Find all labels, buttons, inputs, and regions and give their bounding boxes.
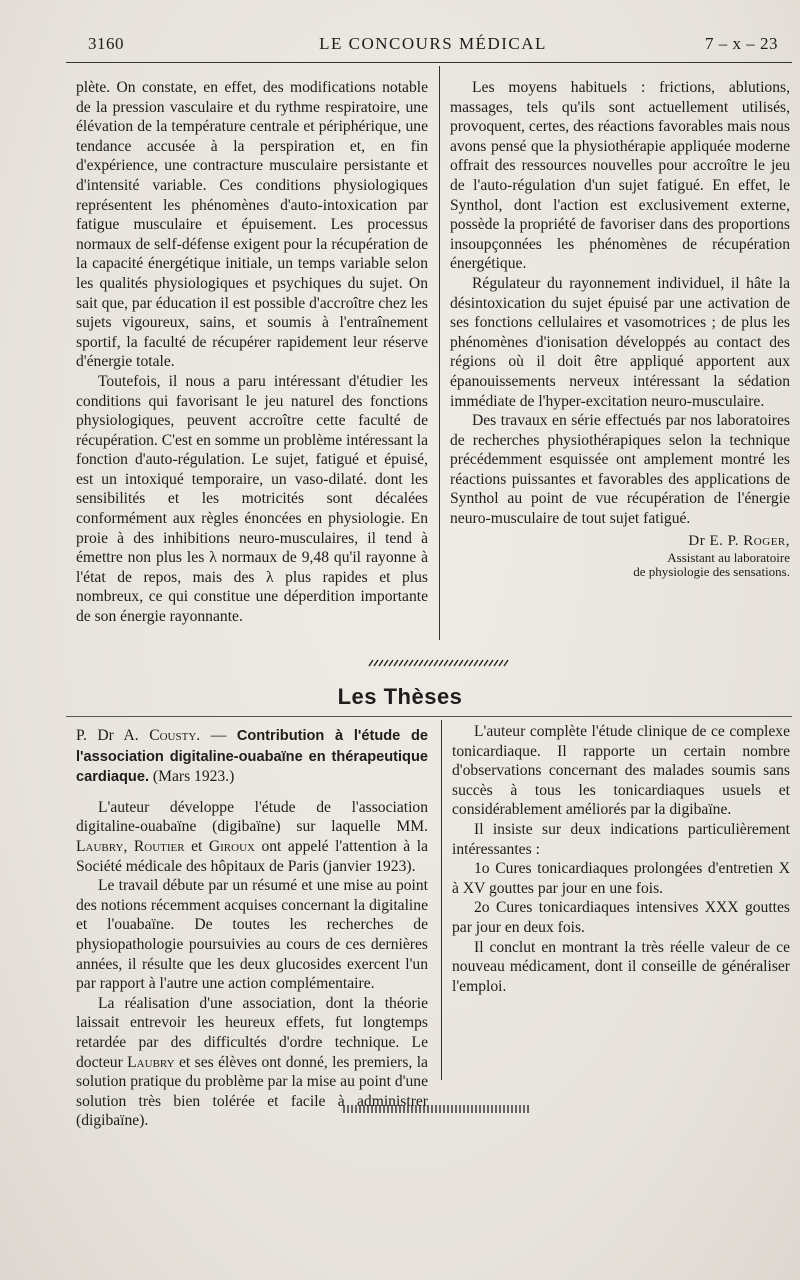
- article-column-left: [76, 78, 428, 626]
- article-paragraph-5: Des travaux en série effectués par nos laboratoires de recherches physiothérapiques selon la technique précédemment esquissée ont amplement montré les réactions puissantes et favorables des applications de Synthol au point de vue récupération de l'énergie neuro-musculaire de tout sujet fatigué.: [450, 412, 790, 528]
- running-header: [88, 28, 778, 58]
- thesis-paragraph-3: La réalisation d'une association, dont la théorie laissait entrevoir les heureux effets, fut longtemps retardée par des difficultés d'ordre technique. Le docteur Laubry et ses élèves ont donné, les premiers, la solution pratique du problème par la mise au point d'une solution très bien tolérée et facile à administrer (digibaïne).: [76, 994, 428, 1130]
- thesis-author: Cousty: [149, 727, 197, 744]
- theses-column-right: [452, 722, 790, 996]
- ornament-divider: [365, 658, 513, 668]
- article-paragraph-2: Toutefois, il nous a paru intéressant d'étudier les conditions qui favorisant le jeu naturel des fonctions physiologiques, peuvent accroître cette faculté de récupération. C'est en somme un problème intéressant la fonction d'auto-régulation. Le sujet, fatigué et épuisé, est un intoxiqué temporaire, un vaso-dilaté. dont les sensibilités et les motricités sont décalées conformément aux règles énoncées en physiologie. En proie à des inhibitions neuro-musculaires, il tend à émettre non plus les λ normaux de 9,48 qu'il rayonne à l'état de repos, mais des λ plus rapides et plus nombreux, ce qui constitue une déperdition importante de son énergie rayonnante.: [76, 372, 428, 626]
- thesis-date: (Mars 1923.): [149, 768, 235, 786]
- journal-title: LE CONCOURS MÉDICAL: [319, 34, 547, 53]
- section-title: Les Thèses: [337, 684, 463, 709]
- thesis-paragraph-4: L'auteur complète l'étude clinique de ce complexe tonicardiaque. Il rapporte un certain nombre d'observations concernant des malades soumis sans succès à tous les tonicardiaques usuels et considérablement améliorés par la digibaïne.: [452, 723, 790, 819]
- section-rule: [66, 716, 792, 717]
- signature-name: Roger,: [743, 532, 790, 549]
- thesis-paragraph-2: Le travail débute par un résumé et une mise au point des notions récemment acquises concernant la digitaline et l'ouabaïne. De toutes les recherches de physiopathologie poursuivies au cours de ces dernières années, il résulte que les deux glucosides exercent l'un par rapport à l'autre une action complémentaire.: [76, 877, 428, 993]
- issue-date: 7 – x – 23: [705, 34, 778, 53]
- header-rule: [66, 62, 792, 63]
- thesis-paragraph-5: Il insiste sur deux indications particulièrement intéressantes :: [452, 820, 790, 858]
- affiliation-line-1: Assistant au laboratoire: [667, 550, 790, 566]
- article-paragraph-3: Les moyens habituels : frictions, ablutions, massages, tels qu'ils sont actuellement utilisés, provoquent, certes, des réactions favorables mais nous avons pensé que la physiothérapie appliquée moderne offrait des ressources nouvelles pour accroître le jeu de l'auto-régulation d'un sujet fatigué. En effet, le Synthol, dont l'action est exclusivement externe, possède la propriété de favoriser dans des proportions insoupçonnées les phénomènes de récupération énergétique.: [450, 79, 790, 273]
- thesis-paragraph-6: 1o Cures tonicardiaques prolongées d'entretien X à XV gouttes par jour en une fois.: [452, 860, 790, 897]
- thesis-paragraph-8: Il conclut en montrant la très réelle valeur de ce nouveau médicament, dont il conseille de généraliser l'emploi.: [452, 938, 790, 995]
- article-paragraph-1: plète. On constate, en effet, des modifications notable de la pression vasculaire et du rythme respiratoire, une élévation de la température centrale et périphérique, une tendance accusée à la perspiration et, en fin d'expérience, une contracture musculaire persistante et d'intensité variable. Ces conditions physiologiques représentent les phénomènes d'auto-intoxication par fatigue musculaire et épuisement. Les processus normaux de self-défense exigent pour la récupération de la capacité énergétique initiale, un temps variable selon les qualités physiologiques et psychiques du sujet. On sait que, par éducation il est possible d'accroître chez les sujets vigoureux, sains, et soumis à l'entraînement sportif, la faculté de récupérer rapidement leur réserve d'énergie totale.: [76, 79, 428, 371]
- column-divider-top: [439, 66, 440, 640]
- thesis-paragraph-1: L'auteur développe l'étude de l'association digitaline-ouabaïne (digibaïne) sur laquelle MM. Laubry, Routier et Giroux ont appelé l'attention à la Société médicale des hôpitaux de Paris (janvier 1923).: [76, 798, 428, 875]
- affiliation-line-2: de physiologie des sensations.: [633, 564, 790, 580]
- page-number: 3160: [88, 34, 124, 53]
- thesis-title: Contribution à l'étude de l'association digitaline-ouabaïne en thérapeutique cardiaque.: [76, 728, 428, 786]
- thesis-paragraph-7: 2o Cures tonicardiaques intensives XXX gouttes par jour en deux fois.: [452, 899, 790, 936]
- theses-column-left: [76, 726, 428, 1131]
- article-paragraph-4: Régulateur du rayonnement individuel, il hâte la désintoxication du sujet épuisé par une activation de ses fonctions cellulaires et vasomotrices ; de plus les phénomènes d'ionisation développés au contact des régions où il doit être appliqué apportent aux épanouissements nerveux intéressant la sédation immédiate de l'hyper-excitation neuro-musculaire.: [450, 274, 790, 410]
- signature-prefix: Dr E. P.: [688, 532, 744, 549]
- thesis-entry-heading: P. Dr A. Cousty. — Contribution à l'étude de l'association digitaline-ouabaïne en thérapeutique cardiaque. (Mars 1923.): [76, 727, 428, 786]
- end-ornament: [340, 1104, 536, 1114]
- author-signature: [450, 531, 790, 580]
- article-column-right: [450, 78, 790, 579]
- column-divider-bottom: [441, 720, 442, 1080]
